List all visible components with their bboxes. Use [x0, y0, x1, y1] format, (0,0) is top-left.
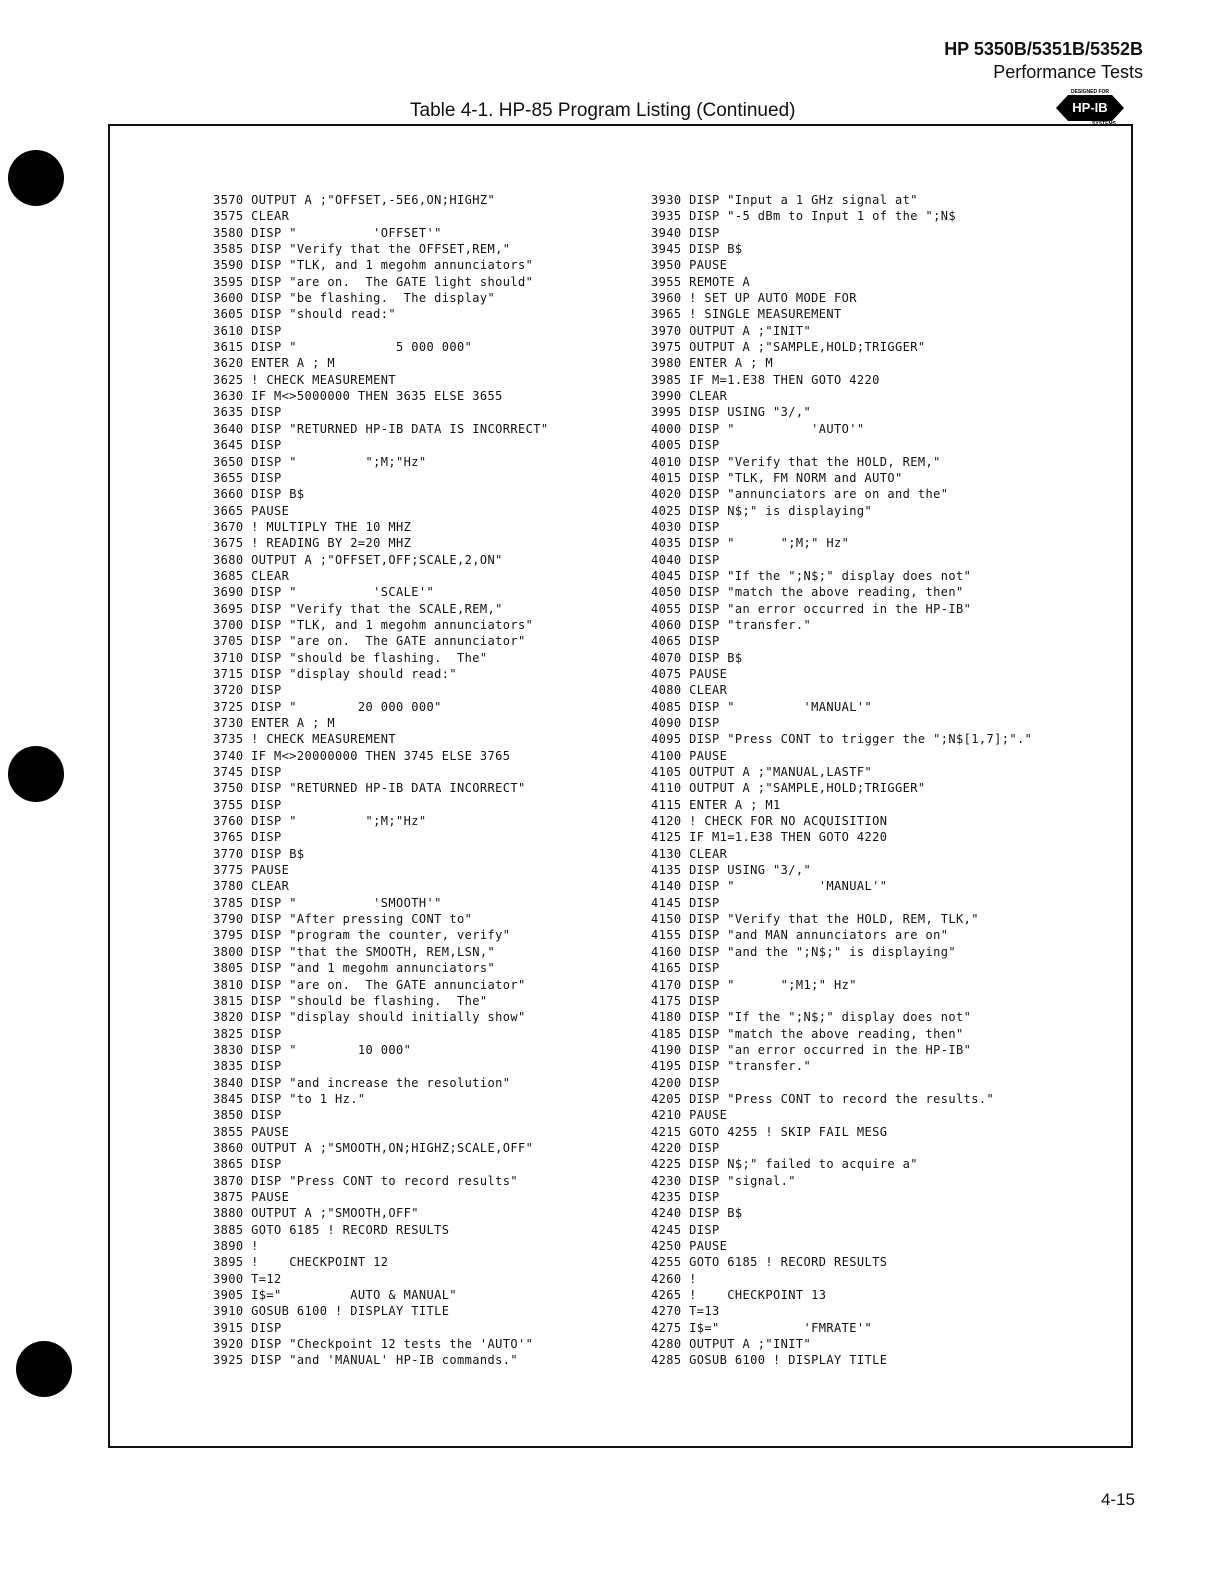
program-line: 3645 DISP: [213, 438, 282, 453]
program-line: 4270 T=13: [651, 1304, 720, 1319]
program-line: 4230 DISP "signal.": [651, 1173, 796, 1188]
program-line: 3980 ENTER A ; M: [651, 356, 773, 371]
logo-top-text: DESIGNED FOR: [1070, 89, 1110, 95]
program-line: 3935 DISP "-5 dBm to Input 1 of the ";N$: [651, 209, 956, 224]
program-line: 3795 DISP "program the counter, verify": [213, 928, 511, 943]
program-line: 3890 !: [213, 1239, 259, 1253]
program-line: 4025 DISP N$;" is displaying": [651, 503, 873, 518]
program-line: 3665 PAUSE: [213, 503, 290, 518]
program-line: 3940 DISP: [651, 225, 720, 240]
program-line: 4120 ! CHECK FOR NO ACQUISITION: [651, 814, 888, 829]
program-line: 4055 DISP "an error occurred in the HP-IB": [651, 601, 972, 616]
program-line: 3785 DISP " 'SMOOTH'": [213, 895, 442, 910]
program-line: 4165 DISP: [651, 961, 720, 976]
program-line: 3625 ! CHECK MEASUREMENT: [213, 372, 396, 387]
program-line: 4015 DISP "TLK, FM NORM and AUTO": [651, 470, 903, 485]
program-line: 3875 PAUSE: [213, 1189, 290, 1204]
program-line: 4235 DISP: [651, 1189, 720, 1204]
program-line: 3850 DISP: [213, 1108, 282, 1123]
page-number: 4-15: [1100, 1490, 1135, 1509]
binder-hole-middle: [8, 746, 64, 802]
program-line: 4240 DISP B$: [651, 1206, 743, 1221]
program-line: 3585 DISP "Verify that the OFFSET,REM,": [213, 242, 511, 257]
program-line: 3955 REMOTE A: [651, 274, 751, 289]
program-line: 3885 GOTO 6185 ! RECORD RESULTS: [213, 1222, 450, 1237]
program-line: 4220 DISP: [651, 1140, 720, 1155]
program-line: 3815 DISP "should be flashing. The": [213, 993, 488, 1008]
program-line: 3725 DISP " 20 000 000": [213, 699, 442, 714]
program-line: 4010 DISP "Verify that the HOLD, REM,": [651, 454, 941, 469]
program-line: 4145 DISP: [651, 895, 720, 910]
program-line: 4175 DISP: [651, 993, 720, 1008]
program-line: 3595 DISP "are on. The GATE light should": [213, 274, 534, 289]
program-line: 4195 DISP "transfer.": [651, 1059, 812, 1074]
program-line: 3730 ENTER A ; M: [213, 716, 335, 730]
program-line: 4000 DISP " 'AUTO'": [651, 421, 865, 436]
listing-column-left: [213, 192, 548, 1369]
program-line: 3870 DISP "Press CONT to record results": [213, 1173, 518, 1188]
program-line: 3820 DISP "display should initially show": [213, 1010, 526, 1025]
program-line: 3990 CLEAR: [651, 389, 728, 404]
program-line: 4280 OUTPUT A ;"INIT": [651, 1337, 812, 1352]
program-line: 3570 OUTPUT A ;"OFFSET,-5E6,ON;HIGHZ": [213, 193, 496, 207]
program-line: 3855 PAUSE: [213, 1124, 290, 1139]
program-line: 3840 DISP "and increase the resolution": [213, 1075, 511, 1090]
binder-hole-bottom: [16, 1341, 72, 1397]
program-line: 3770 DISP B$: [213, 846, 305, 861]
program-line: 3945 DISP B$: [651, 242, 743, 257]
program-line: 3995 DISP USING "3/,": [651, 405, 812, 420]
program-line: 4110 OUTPUT A ;"SAMPLE,HOLD;TRIGGER": [651, 781, 926, 796]
program-line: 3805 DISP "and 1 megohm annunciators": [213, 961, 496, 976]
program-line: 4190 DISP "an error occurred in the HP-IB": [651, 1042, 972, 1057]
program-line: 4285 GOSUB 6100 ! DISPLAY TITLE: [651, 1353, 888, 1368]
program-line: 4125 IF M1=1.E38 THEN GOTO 4220: [651, 830, 888, 845]
program-line: 4245 DISP: [651, 1222, 720, 1237]
program-line: 3920 DISP "Checkpoint 12 tests the 'AUTO'": [213, 1337, 534, 1352]
program-line: 3925 DISP "and 'MANUAL' HP-IB commands.": [213, 1353, 518, 1368]
program-line: 4150 DISP "Verify that the HOLD, REM, TLK,": [651, 912, 979, 927]
program-line: 3655 DISP: [213, 470, 282, 485]
program-line: 3700 DISP "TLK, and 1 megohm annunciators": [213, 617, 534, 632]
program-line: 3950 PAUSE: [651, 258, 728, 273]
program-line: 3900 T=12: [213, 1271, 282, 1286]
program-line: 3825 DISP: [213, 1026, 282, 1041]
program-line: 3830 DISP " 10 000": [213, 1042, 412, 1057]
program-line: 3635 DISP: [213, 405, 282, 420]
program-line: 3970 OUTPUT A ;"INIT": [651, 323, 812, 338]
program-line: 3695 DISP "Verify that the SCALE,REM,": [213, 601, 503, 616]
program-line: 3775 PAUSE: [213, 863, 290, 878]
program-line: 3740 IF M<>20000000 THEN 3745 ELSE 3765: [213, 748, 511, 763]
program-line: 4155 DISP "and MAN annunciators are on": [651, 928, 949, 943]
program-line: 3930 DISP "Input a 1 GHz signal at": [651, 193, 918, 207]
program-line: 3660 DISP B$: [213, 487, 305, 502]
program-line: 3810 DISP "are on. The GATE annunciator": [213, 977, 526, 992]
program-line: 4045 DISP "If the ";N$;" display does not": [651, 568, 972, 583]
program-line: 4255 GOTO 6185 ! RECORD RESULTS: [651, 1255, 888, 1270]
program-line: 4205 DISP "Press CONT to record the results.": [651, 1091, 995, 1106]
program-line: 3750 DISP "RETURNED HP-IB DATA INCORRECT": [213, 781, 526, 796]
program-line: 4200 DISP: [651, 1075, 720, 1090]
program-line: 3605 DISP "should read:": [213, 307, 396, 322]
program-line: 3755 DISP: [213, 797, 282, 812]
program-line: 4030 DISP: [651, 519, 720, 534]
program-line: 3880 OUTPUT A ;"SMOOTH,OFF": [213, 1206, 419, 1221]
program-line: 4035 DISP " ";M;" Hz": [651, 536, 850, 551]
program-line: 4050 DISP "match the above reading, then": [651, 585, 964, 600]
program-line: 4225 DISP N$;" failed to acquire a": [651, 1157, 918, 1172]
program-line: 3790 DISP "After pressing CONT to": [213, 912, 473, 927]
program-line: 4130 CLEAR: [651, 846, 728, 861]
hpib-logo: [1050, 86, 1130, 126]
program-line: 4115 ENTER A ; M1: [651, 797, 781, 812]
program-line: 4090 DISP: [651, 716, 720, 730]
program-line: 4265 ! CHECKPOINT 13: [651, 1288, 827, 1303]
program-line: 3745 DISP: [213, 765, 282, 780]
program-line: 3800 DISP "that the SMOOTH, REM,LSN,": [213, 944, 496, 959]
program-line: 3735 ! CHECK MEASUREMENT: [213, 732, 396, 747]
program-line: 3765 DISP: [213, 830, 282, 845]
program-line: 3590 DISP "TLK, and 1 megohm annunciators": [213, 258, 534, 273]
program-line: 4070 DISP B$: [651, 650, 743, 665]
program-line: 3895 ! CHECKPOINT 12: [213, 1255, 389, 1270]
program-line: 3640 DISP "RETURNED HP-IB DATA IS INCORRECT": [213, 421, 549, 436]
program-line: 4005 DISP: [651, 438, 720, 453]
program-line: 4085 DISP " 'MANUAL'": [651, 699, 873, 714]
program-line: 4260 !: [651, 1271, 697, 1286]
program-line: 3615 DISP " 5 000 000": [213, 340, 473, 355]
program-line: 3910 GOSUB 6100 ! DISPLAY TITLE: [213, 1304, 450, 1319]
program-line: 3705 DISP "are on. The GATE annunciator": [213, 634, 526, 649]
program-line: 3710 DISP "should be flashing. The": [213, 650, 488, 665]
program-line: 3670 ! MULTIPLY THE 10 MHZ: [213, 519, 412, 534]
program-line: 4075 PAUSE: [651, 666, 728, 681]
program-line: 4185 DISP "match the above reading, then": [651, 1026, 964, 1041]
program-line: 4135 DISP USING "3/,": [651, 863, 812, 878]
program-line: 3905 I$=" AUTO & MANUAL": [213, 1288, 457, 1303]
program-line: 4060 DISP "transfer.": [651, 617, 812, 632]
program-line: 4140 DISP " 'MANUAL'": [651, 879, 888, 894]
program-line: 4250 PAUSE: [651, 1239, 728, 1253]
table-caption: Table 4-1. HP-85 Program Listing (Continued): [410, 100, 796, 121]
program-line: 4170 DISP " ";M1;" Hz": [651, 977, 857, 992]
program-line: 3630 IF M<>5000000 THEN 3635 ELSE 3655: [213, 389, 503, 404]
program-line: 3975 OUTPUT A ;"SAMPLE,HOLD;TRIGGER": [651, 340, 926, 355]
program-line: 4160 DISP "and the ";N$;" is displaying": [651, 944, 956, 959]
program-line: 4275 I$=" 'FMRATE'": [651, 1320, 873, 1335]
program-line: 3965 ! SINGLE MEASUREMENT: [651, 307, 842, 322]
program-line: 4065 DISP: [651, 634, 720, 649]
program-line: 3835 DISP: [213, 1059, 282, 1074]
logo-bottom-text: SYSTEMS: [1092, 121, 1116, 126]
program-line: 3915 DISP: [213, 1320, 282, 1335]
program-line: 3960 ! SET UP AUTO MODE FOR: [651, 291, 857, 306]
program-line: 4100 PAUSE: [651, 748, 728, 763]
program-line: 4210 PAUSE: [651, 1108, 728, 1123]
program-line: 3985 IF M=1.E38 THEN GOTO 4220: [651, 372, 880, 387]
program-line: 3650 DISP " ";M;"Hz": [213, 454, 427, 469]
program-line: 3610 DISP: [213, 323, 282, 338]
program-line: 3865 DISP: [213, 1157, 282, 1172]
program-line: 3620 ENTER A ; M: [213, 356, 335, 371]
listing-column-right: [651, 192, 1032, 1369]
program-line: 3690 DISP " 'SCALE'": [213, 585, 435, 600]
program-line: 4080 CLEAR: [651, 683, 728, 698]
program-line: 3720 DISP: [213, 683, 282, 698]
program-line: 3680 OUTPUT A ;"OFFSET,OFF;SCALE,2,ON": [213, 552, 503, 567]
program-line: 3575 CLEAR: [213, 209, 290, 224]
program-line: 4095 DISP "Press CONT to trigger the ";N$[1,7];".": [651, 732, 1033, 747]
program-line: 3685 CLEAR: [213, 568, 290, 583]
logo-main-text: HP-IB: [1072, 100, 1108, 115]
program-line: 4215 GOTO 4255 ! SKIP FAIL MESG: [651, 1124, 888, 1139]
manual-section-title: Performance Tests: [993, 62, 1143, 82]
binder-hole-top: [8, 150, 64, 206]
program-line: 4105 OUTPUT A ;"MANUAL,LASTF": [651, 765, 873, 780]
program-line: 4020 DISP "annunciators are on and the": [651, 487, 949, 502]
program-line: 3780 CLEAR: [213, 879, 290, 894]
program-line: 3860 OUTPUT A ;"SMOOTH,ON;HIGHZ;SCALE,OFF": [213, 1140, 534, 1155]
program-line: 3845 DISP "to 1 Hz.": [213, 1091, 366, 1106]
program-line: 3600 DISP "be flashing. The display": [213, 291, 496, 306]
manual-model-title: HP 5350B/5351B/5352B: [944, 39, 1143, 59]
program-line: 3760 DISP " ";M;"Hz": [213, 814, 427, 829]
program-line: 3580 DISP " 'OFFSET'": [213, 225, 442, 240]
program-line: 4180 DISP "If the ";N$;" display does not": [651, 1010, 972, 1025]
program-line: 3675 ! READING BY 2=20 MHZ: [213, 536, 412, 551]
program-line: 4040 DISP: [651, 552, 720, 567]
program-line: 3715 DISP "display should read:": [213, 666, 457, 681]
